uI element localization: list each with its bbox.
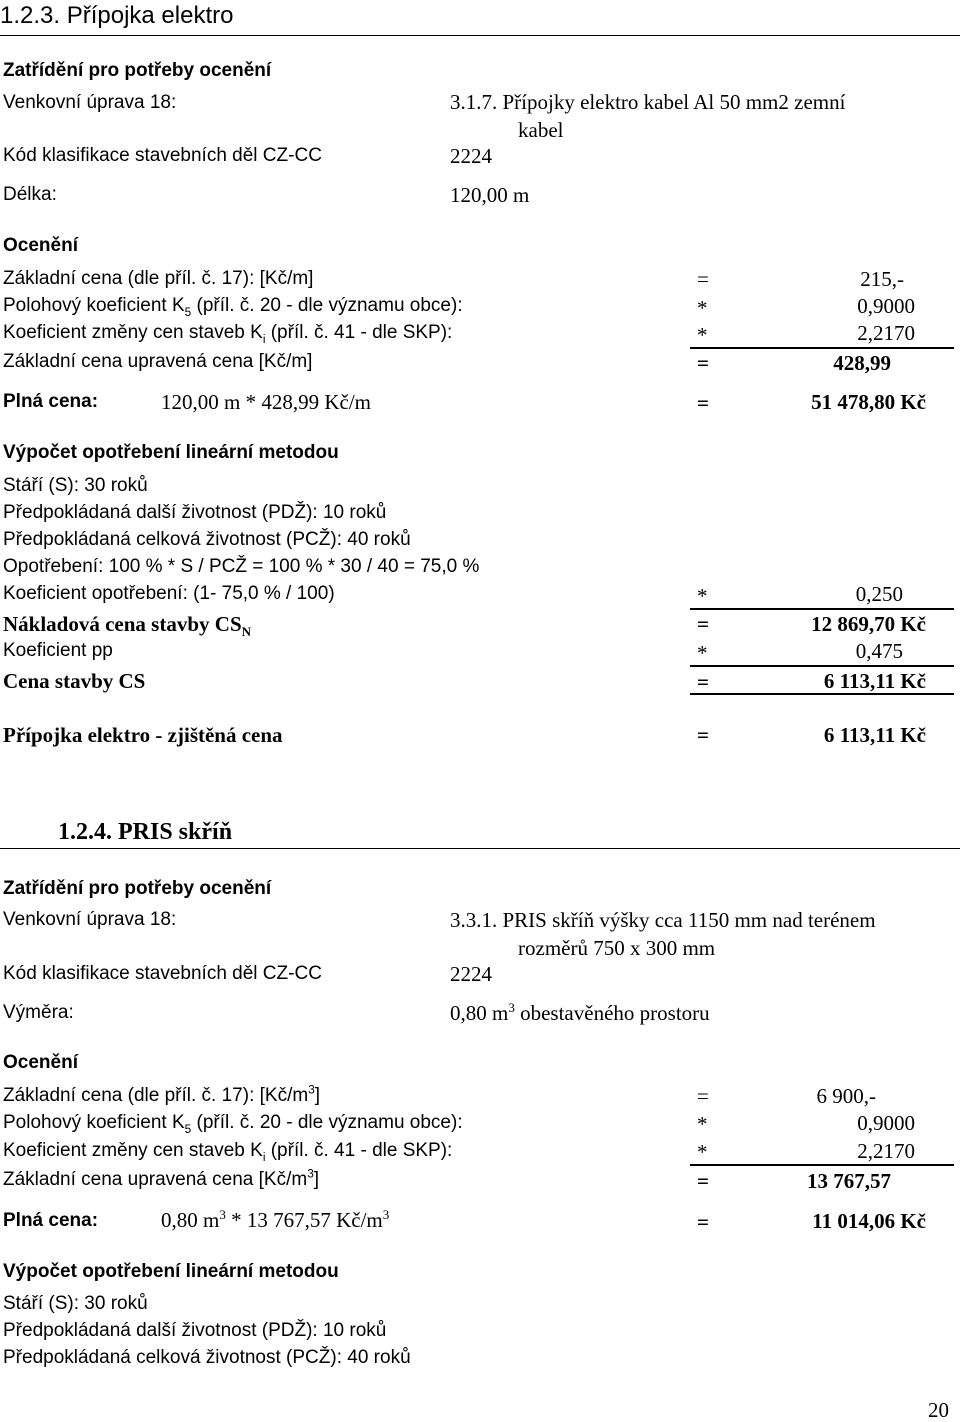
kod-value: 2224 bbox=[450, 962, 492, 986]
ki-label: Koeficient změny cen staveb $K_i$ (příl. č. 41 - dle SKP): bbox=[3, 322, 453, 346]
pdz-line: Předpokládaná další životnost (PDŽ): 10 roků bbox=[3, 502, 387, 523]
kod-value: 2224 bbox=[450, 144, 492, 168]
vu-label: Venkovní úprava 18: bbox=[3, 92, 177, 113]
kod-label: Kód klasifikace stavebních děl CZ-CC bbox=[3, 145, 322, 166]
zcu-op: = bbox=[697, 1169, 709, 1193]
zcu-label: Základní cena upravená cena $[Kč/m^3]$ bbox=[3, 1167, 320, 1190]
zcu-op: = bbox=[697, 351, 709, 375]
classification-heading: Zatřídění pro potřeby ocenění bbox=[3, 60, 272, 81]
zc-label: Základní cena (dle příl. č. 17): [Kč/m] bbox=[3, 268, 314, 289]
sum-rule bbox=[690, 1164, 954, 1166]
pk-op: * bbox=[697, 296, 708, 320]
pdz-line: Předpokládaná další životnost (PDŽ): 10 roků bbox=[3, 1320, 387, 1341]
ko-label: Koeficient opotřebení: (1- 75,0 % / 100) bbox=[3, 583, 335, 604]
zcu-label: Základní cena upravená cena [Kč/m] bbox=[3, 351, 313, 372]
plna-formula: 0,80 $m^3 * 13$ 767,57 $Kč/m^3$ bbox=[161, 1207, 390, 1232]
ki-op: * bbox=[697, 1140, 708, 1164]
pk-label: Polohový koeficient $K_5$ (příl. č. 20 - dle významu obce): bbox=[3, 295, 463, 319]
pk-op: * bbox=[697, 1112, 708, 1136]
sum-rule bbox=[690, 693, 954, 695]
pcz-line: Předpokládaná celková životnost (PCŽ): 40 roků bbox=[3, 529, 411, 550]
oceneni-heading: Ocenění bbox=[3, 235, 78, 256]
stari-line: Stáří (S): 30 roků bbox=[3, 475, 148, 496]
vu-value-cont: kabel bbox=[518, 118, 564, 142]
zc-label: Základní cena (dle příl. č. 17): $[Kč/m^3]$ bbox=[3, 1083, 321, 1106]
zcu-value: 428,99 bbox=[833, 351, 891, 375]
zcu-value: 13 767,57 bbox=[807, 1169, 891, 1193]
page-number: 20 bbox=[928, 1398, 949, 1422]
heading-divider bbox=[0, 35, 960, 36]
oceneni-heading: Ocenění bbox=[3, 1052, 78, 1073]
zc-op: = bbox=[697, 1084, 709, 1108]
nc-op: = bbox=[697, 612, 709, 636]
pk-value: 0,9000 bbox=[857, 1111, 915, 1135]
sum-rule bbox=[690, 608, 954, 610]
kpp-value: 0,475 bbox=[855, 639, 903, 663]
pk-label: Polohový koeficient $K_5$ (příl. č. 20 - dle významu obce): bbox=[3, 1112, 463, 1136]
pk-value: 0,9000 bbox=[857, 294, 915, 318]
ki-label: Koeficient změny cen staveb $K_i$ (příl. č. 41 - dle SKP): bbox=[3, 1140, 453, 1164]
delka-label: Délka: bbox=[3, 184, 57, 205]
opotrebeni-line: Opotřebení: 100 % * S / PCŽ = 100 % * 30 / 40 = 75,0 % bbox=[3, 556, 480, 577]
section-heading: 1.2.3. Přípojka elektro bbox=[0, 2, 234, 29]
kpp-label: Koeficient pp bbox=[3, 640, 113, 661]
kpp-op: * bbox=[697, 641, 708, 665]
zc-value: 6 900,- bbox=[816, 1084, 876, 1108]
zc-value: 215,- bbox=[860, 267, 904, 291]
ko-value: 0,250 bbox=[855, 582, 903, 606]
vypocet-heading: Výpočet opotřebení lineární metodou bbox=[3, 1261, 339, 1282]
zjistena-op: = bbox=[697, 723, 709, 747]
plna-label: Plná cena: bbox=[3, 1210, 99, 1231]
plna-value: 11 014,06 Kč bbox=[812, 1209, 926, 1233]
plna-op: = bbox=[697, 1210, 709, 1234]
ki-value: 2,2170 bbox=[857, 1139, 915, 1163]
kod-label: Kód klasifikace stavebních děl CZ-CC bbox=[3, 963, 322, 984]
vu-value: 3.3.1. PRIS skříň výšky cca 1150 mm nad terénem bbox=[450, 908, 876, 932]
vu-value: 3.1.7. Přípojky elektro kabel Al 50 mm2 zemní bbox=[450, 90, 846, 114]
plna-label: Plná cena: bbox=[3, 391, 99, 412]
section-heading: 1.2.4. PRIS skříň bbox=[58, 819, 233, 845]
nc-label: Nákladová cena stavby $CS_N$ bbox=[3, 612, 252, 640]
stari-line: Stáří (S): 30 roků bbox=[3, 1293, 148, 1314]
nc-value: 12 869,70 Kč bbox=[811, 612, 926, 636]
vypocet-heading: Výpočet opotřebení lineární metodou bbox=[3, 442, 339, 463]
cs-value: 6 113,11 Kč bbox=[823, 669, 926, 693]
classification-heading: Zatřídění pro potřeby ocenění bbox=[3, 878, 272, 899]
heading-divider bbox=[0, 848, 960, 849]
zjistena-value: 6 113,11 Kč bbox=[823, 723, 926, 747]
plna-value: 51 478,80 Kč bbox=[811, 390, 926, 414]
vu-label: Venkovní úprava 18: bbox=[3, 909, 177, 930]
plna-formula: 120,00 m * 428,99 Kč/m bbox=[161, 390, 371, 414]
zjistena-label: Přípojka elektro - zjištěná cena bbox=[3, 723, 283, 747]
delka-value: 120,00 m bbox=[450, 183, 530, 207]
cs-op: = bbox=[697, 670, 709, 694]
ki-value: 2,2170 bbox=[857, 321, 915, 345]
pcz-line: Předpokládaná celková životnost (PCŽ): 40 roků bbox=[3, 1347, 411, 1368]
zc-op: = bbox=[697, 267, 709, 291]
vymera-value: 0,80 $m^3$ obestavěného prostoru bbox=[450, 1000, 710, 1025]
ki-op: * bbox=[697, 323, 708, 347]
ko-op: * bbox=[697, 584, 708, 608]
sum-rule bbox=[690, 347, 954, 349]
vu-value-cont: rozměrů 750 x 300 mm bbox=[518, 936, 716, 960]
sum-rule bbox=[690, 665, 954, 667]
vymera-label: Výměra: bbox=[3, 1002, 74, 1023]
plna-op: = bbox=[697, 391, 709, 415]
cs-label: Cena stavby CS bbox=[3, 669, 146, 693]
